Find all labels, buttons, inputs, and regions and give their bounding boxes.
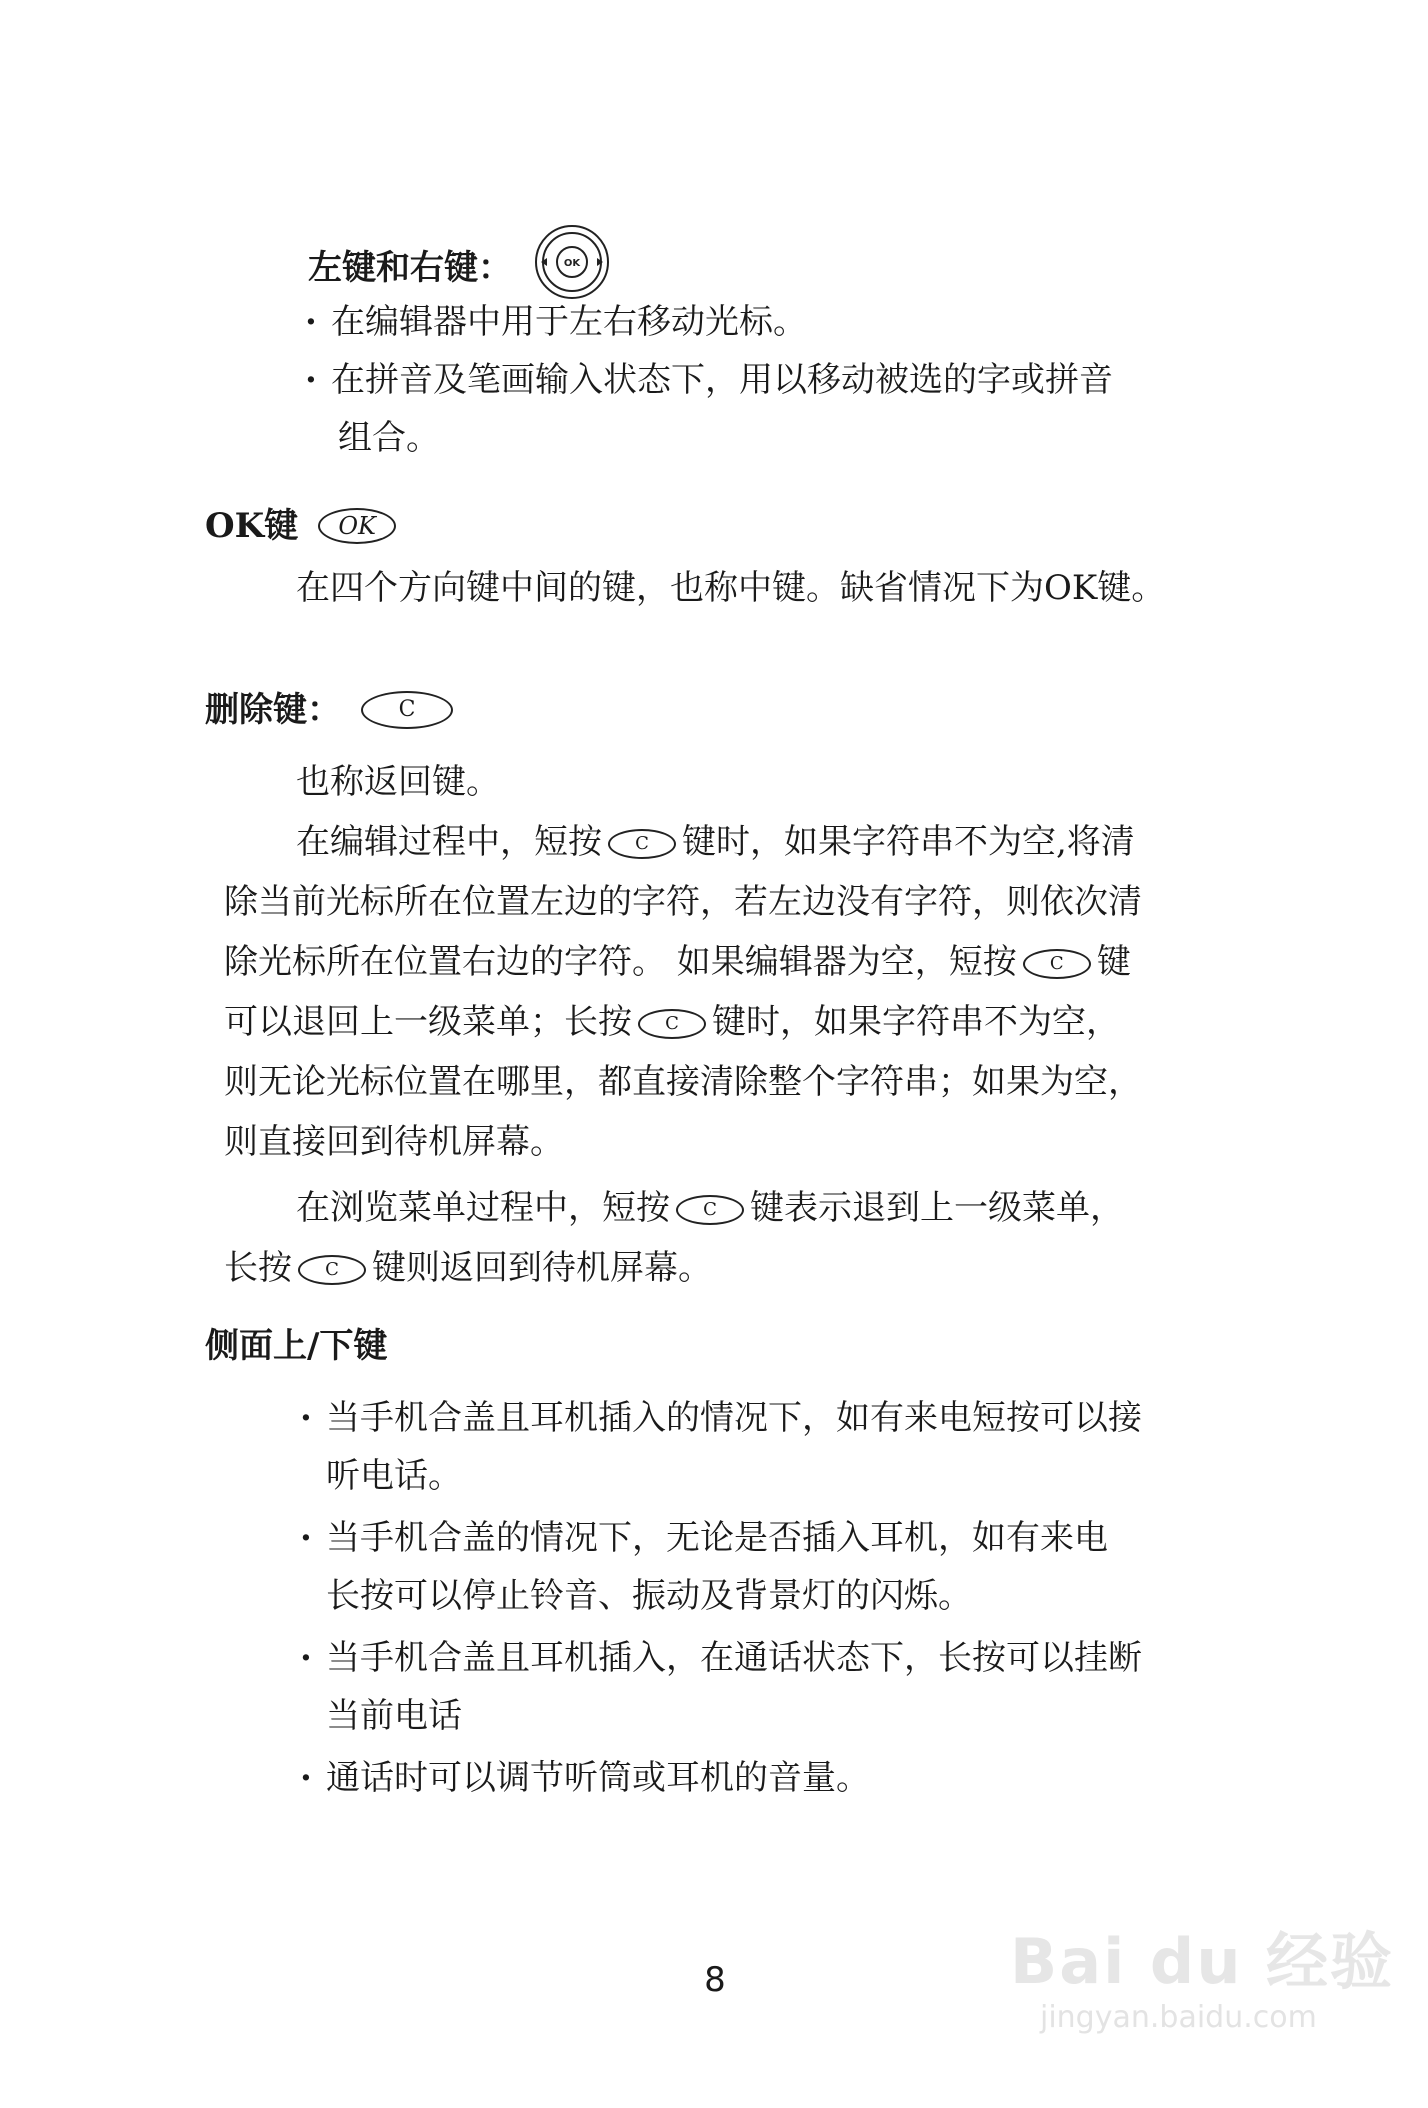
c-key-icon: C (676, 1195, 744, 1225)
c-key-icon: C (298, 1255, 366, 1285)
section-heading: 左键和右键： (308, 247, 512, 288)
page-number: 8 (704, 1960, 726, 2000)
paragraph: 除光标所在位置右边的字符。 如果编辑器为空，短按 C 键 (224, 942, 1131, 982)
list-item-continuation: 长按可以停止铃音、振动及背景灯的闪烁。 (326, 1576, 972, 1616)
paragraph: 除当前光标所在位置左边的字符，若左边没有字符，则依次清 (224, 882, 1142, 922)
paragraph: 则无论光标位置在哪里，都直接清除整个字符串；如果为空， (224, 1062, 1142, 1102)
svg-text:OK: OK (563, 258, 581, 269)
paragraph: 在浏览菜单过程中，短按 C 键表示退到上一级菜单， (296, 1188, 1124, 1228)
list-item: · 在编辑器中用于左右移动光标。 (305, 302, 807, 342)
c-key-icon: C (608, 829, 676, 859)
list-item: · 当手机合盖且耳机插入的情况下，如有来电短按可以接 (300, 1398, 1142, 1438)
list-item: · 通话时可以调节听筒或耳机的音量。 (300, 1758, 870, 1798)
list-item-continuation: 组合。 (338, 418, 440, 458)
side-key-heading: 侧面上/下键 (205, 1326, 388, 1366)
paragraph: 也称返回键。 (296, 762, 500, 802)
paragraph: 长按 C 键则返回到待机屏幕。 (224, 1248, 712, 1288)
watermark-logo: Bai du 经验 (1010, 1925, 1395, 1998)
watermark-url: jingyan.baidu.com (1040, 2000, 1317, 2035)
paragraph: 则直接回到待机屏幕。 (224, 1122, 564, 1162)
c-key-icon: C (361, 691, 453, 729)
c-key-icon: C (638, 1009, 706, 1039)
paragraph: 可以退回上一级菜单；长按 C 键时，如果字符串不为空， (224, 1002, 1120, 1042)
list-item-continuation: 听电话。 (326, 1456, 462, 1496)
list-item: · 在拼音及笔画输入状态下，用以移动被选的字或拼音 (305, 360, 1113, 400)
c-key-icon: C (1023, 949, 1091, 979)
list-item: · 当手机合盖且耳机插入，在通话状态下，长按可以挂断 (300, 1638, 1142, 1678)
ok-key-icon: OK (318, 508, 396, 544)
paragraph: 在编辑过程中，短按 C 键时，如果字符串不为空,将清 (296, 822, 1135, 862)
ok-key-description: 在四个方向键中间的键，也称中键。缺省情况下为OK键。 (296, 568, 1166, 608)
delete-key-heading: 删除键： C (205, 688, 453, 732)
list-item-continuation: 当前电话 (326, 1696, 462, 1736)
ok-key-heading: OK键 OK (205, 504, 396, 548)
list-item: · 当手机合盖的情况下，无论是否插入耳机，如有来电 (300, 1518, 1108, 1558)
